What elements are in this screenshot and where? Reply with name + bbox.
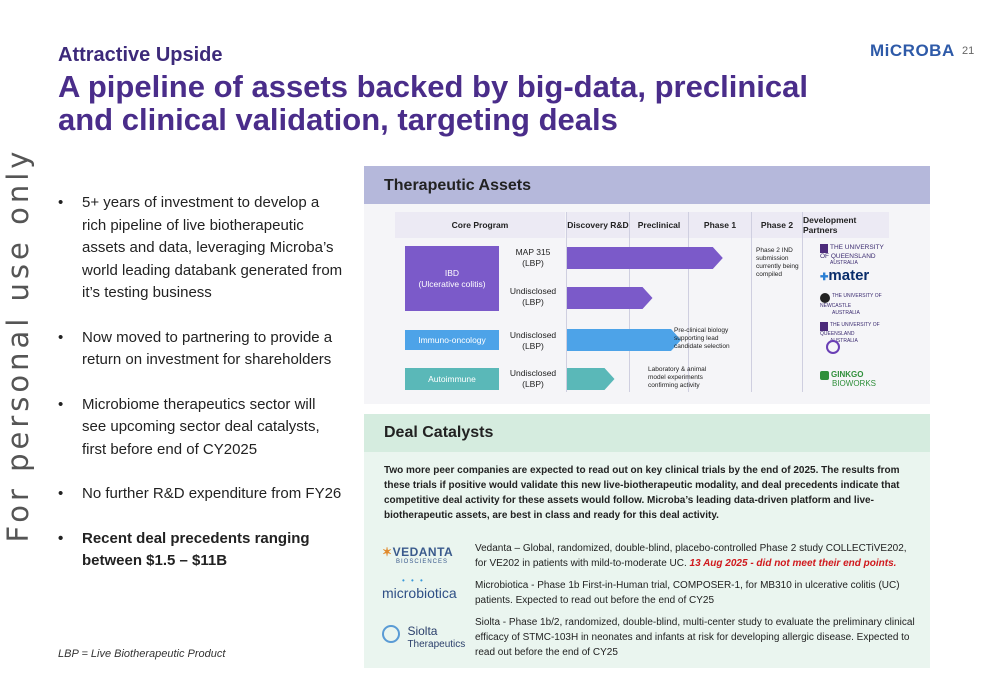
deal-catalysts-intro: Two more peer companies are expected to read out on key clinical trials by the end of 2025. The results from these trials if positive would validate this new live-biotherapeutic modality, and deal precedents indicate that competitive deal activity for these assets would follow. Microba’s leading data-driven platform and live-biotherapeutic assets, are best in class and ready for this deal activity.: [384, 465, 900, 521]
microba-logo: MiCROBA: [870, 41, 955, 60]
watermark: [0, 147, 38, 543]
bullet-icon: •: [58, 485, 64, 502]
catalyst-vedanta: Vedanta – Global, randomized, double-blind, placebo-controlled Phase 2 study COLLECTiVE202, for VE202 in patients with mild-to-moderate UC. 13 Aug 2025 - did not meet their end points.: [475, 543, 907, 569]
asset-map315: MAP 315 (LBP): [515, 247, 551, 268]
col-phase2: Phase 2: [752, 212, 802, 238]
partner-mater-logo: ✚mater: [820, 267, 870, 284]
progress-arrow-shape: [567, 329, 681, 351]
asset-auto-undisclosed: Undisclosed (LBP): [509, 368, 557, 389]
program-immuno-oncology: Immuno-oncology: [405, 330, 499, 350]
bullet-icon: •: [58, 395, 64, 413]
therapeutic-assets-header: [364, 166, 930, 204]
vedanta-mark-icon: ✶: [382, 545, 393, 559]
watermark-text: For personal use only: [1, 147, 35, 543]
catalyst-microbiotica: Microbiotica - Phase 1b First-in-Human trial, COMPOSER-1, for MB310 in ulcerative colitis (UC) patients. Expected to read out before the end of CY25: [475, 580, 900, 606]
program-ibd: IBD (Ulcerative colitis): [405, 246, 499, 311]
bullet-text: Now moved to partnering to provide a return on investment for shareholders: [82, 328, 333, 368]
catalyst-vedanta-result: 13 Aug 2025 - did not meet their end points.: [689, 558, 897, 569]
asset-immuno-undisclosed: Undisclosed (LBP): [509, 330, 557, 351]
progress-arrow-shape: [567, 287, 653, 309]
partner-uq-logo: THE UNIVERSITY OF QUEENSLAND AUSTRALIA: [820, 244, 884, 266]
microbiotica-logo: • • • microbiotica: [382, 576, 468, 601]
mater-cross-icon: ✚: [820, 272, 829, 283]
therapeutic-assets-title: Therapeutic Assets: [384, 177, 532, 194]
progress-arrow-shape: [567, 368, 615, 390]
asset-ibd-undisclosed: Undisclosed (LBP): [509, 286, 557, 307]
divider: [802, 212, 803, 392]
ginkgo-icon: [820, 371, 829, 380]
note-map315: Phase 2 IND submission currently being compiled: [756, 247, 799, 278]
bullet-item: [58, 483, 343, 506]
progress-arrow-map315: [567, 245, 757, 271]
bullet-icon: •: [58, 529, 64, 547]
bullet-item: [58, 394, 343, 462]
program-autoimmune: Autoimmune: [405, 368, 499, 390]
section-kicker: Attractive Upside: [58, 44, 223, 66]
partner-uq2-logo: THE UNIVERSITY OF QUEENSLAND AUSTRALIA: [820, 322, 880, 344]
footnote: LBP = Live Biotherapeutic Product: [58, 648, 226, 660]
col-partners: Development Partners: [803, 212, 889, 238]
bullet-text: 5+ years of investment to develop a rich pipeline of live biotherapeutic assets and data, leveraging Microba’s world leading databank generated from it’s testing business: [82, 194, 343, 301]
partner-emblem-logo: [826, 340, 840, 356]
crest-icon: [820, 244, 828, 253]
crest-icon: [820, 322, 828, 331]
bullet-item: [58, 528, 343, 573]
vedanta-logo: ✶VEDANTA BIOSCIENCES: [382, 545, 454, 565]
col-preclinical: Preclinical: [630, 212, 688, 238]
col-phase1: Phase 1: [689, 212, 751, 238]
newcastle-emblem-icon: [820, 293, 830, 303]
progress-arrow-shape: [567, 247, 723, 269]
bullet-item: [58, 192, 343, 305]
progress-arrow-ibd-undisclosed: [567, 285, 757, 311]
col-core-program: Core Program: [395, 212, 565, 238]
col-discovery: Discovery R&D: [567, 212, 629, 238]
partner-ginkgo-logo: GINKGO BIOWORKS: [820, 371, 876, 388]
siolta-mark-icon: [382, 625, 400, 643]
catalyst-siolta: Siolta - Phase 1b/2, randomized, double-blind, multi-center study to evaluate the preliminary clinical efficacy of STMC-103H in neonates and infants at risk for developing allergic disease. Expected to read out before the end of CY25: [475, 617, 915, 658]
note-immuno: Pre-clinical biology supporting lead candidate selection: [674, 327, 730, 350]
microbiotica-dots-icon: • • •: [402, 576, 425, 585]
bullet-icon: •: [58, 328, 64, 346]
note-auto: Laboratory & animal model experiments confirming activity: [648, 366, 707, 389]
partner-newcastle-logo: THE UNIVERSITY OF NEWCASTLE AUSTRALIA: [820, 293, 882, 316]
siolta-logo: Siolta Therapeutics: [382, 625, 468, 650]
bullet-text: No further R&D expenditure from FY26: [82, 485, 342, 502]
bullet-icon: •: [58, 194, 64, 211]
bullet-list: [58, 192, 343, 595]
partner-emblem-icon: [826, 340, 840, 354]
page-title: A pipeline of assets backed by big-data, preclinical and clinical validation, targeting deals: [58, 69, 808, 137]
deal-catalysts-title: Deal Catalysts: [384, 424, 494, 441]
bullet-text: Recent deal precedents ranging between $1.5 – $11B: [82, 529, 310, 569]
bullet-item: [58, 327, 343, 372]
bullet-text: Microbiome therapeutics sector will see upcoming sector deal catalysts, first before end of CY2025: [82, 395, 320, 458]
page-number: 21: [962, 45, 975, 57]
